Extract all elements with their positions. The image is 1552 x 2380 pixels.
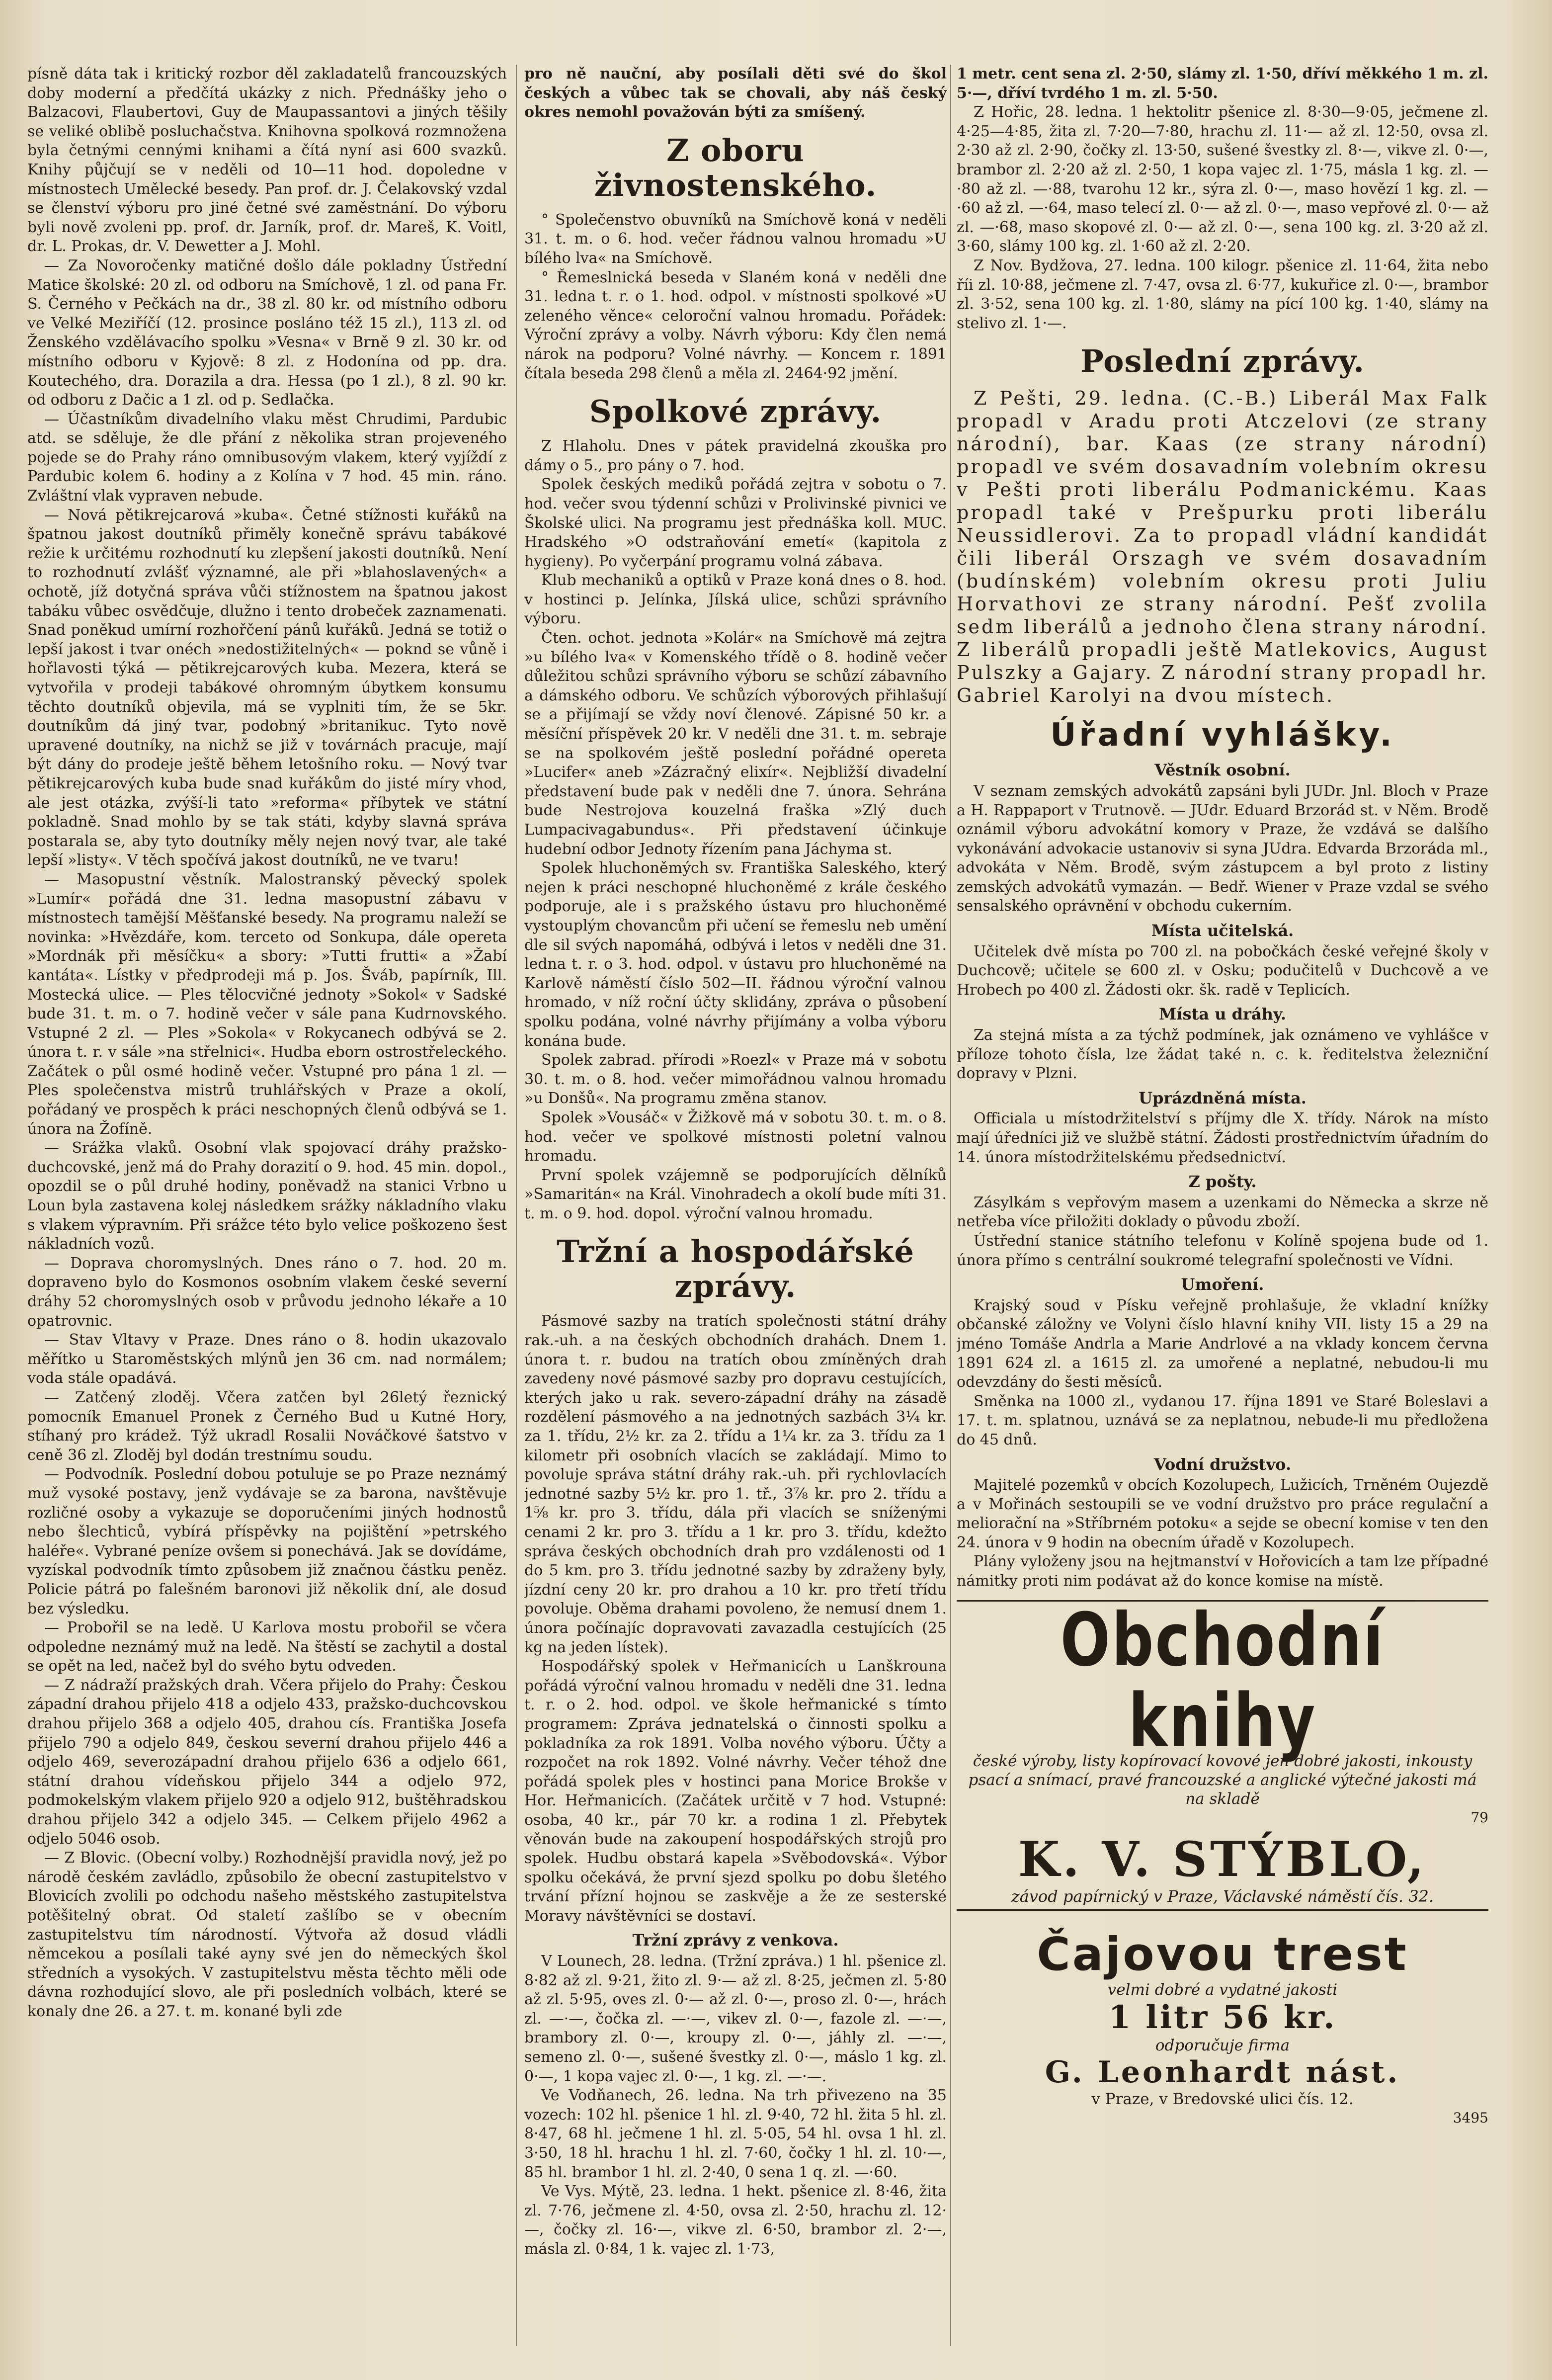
- ad-number: 79: [1470, 1809, 1488, 1826]
- article-text: — Srážka vlaků. Osobní vlak spojovací dráhy pražsko-duchcovské, jenž má do Prahy dorazití o 9. hod. 45 min. dopol., opozdil se o půl druhé hodiny, poněvadž na stanici Vrbno u Loun byla zastavena kolej následkem srážky nákladního vlaku s vlakem výpravním. Při srážce této bylo velice poškozeno šest nákladních vozů.: [27, 1139, 507, 1253]
- article-text: Pásmové sazby na tratích společnosti státní dráhy rak.-uh. a na českých obchodních drahách. Dnem 1. února t. r. budou na tratích obou zmíněných drah zavedeny nové pásmové sazby pro dopravu cestujících, kterých jako u rak. severo-západní dráhy na zásadě rozdělení pásmového a na jednotných sazbách 3¼ kr. za 1. třídu, 2½ kr. za 2. třídu a 1¼ kr. za 3. třídu za 1 kilometr při osobních vlacích se zakládají. Mimo to povoluje správa státní dráhy rak.-uh. při rychlovlacích jednotné sazby 5½ kr. pro 1. tř., 3⅞ kr. pro 2. třídu a 1⅝ kr. pro 3. třídu, dála při vlacích se sníženými cenami 2 kr. pro 3. třídu a 1 kr. pro 3. třídu, kdežto správa českých obchodních drah pro vzdálenosti od 1 do 5 km. pro 3. třídu jednotné sazby by zdraženy byly, jízdní ceny 20 kr. pro drahou a 10 kr. pro třetí třídu povoluje. Oběma drahami povoleno, že nemusí dnem 1. února počínajíc dopravovati zavazadla cestujících (25 kg na jeden lístek).: [524, 1312, 947, 1656]
- article-text: — Účastníkům divadelního vlaku měst Chrudimi, Pardubic atd. se sděluje, že dle přání z několika stran projeveného pojede se do Prahy ráno omnibusovým vlakem, který vyjíždí z Pardubic kolem 6. hodiny a z Kolína v 7 hod. 45 min. ráno. Zvláštní vlak vypraven nebude.: [27, 410, 507, 505]
- article-text: První spolek vzájemně se podporujících dělníků »Samaritán« na Král. Vinohradech a okolí bude míti 31. t. m. o 9. hod. dopol. výroční valnou hromadu.: [524, 1166, 947, 1222]
- section-heading: Tržní a hospodářské zprávy.: [556, 1233, 914, 1305]
- article-text: V Lounech, 28. ledna. (Tržní zpráva.) 1 hl. pšenice zl. 8·82 až zl. 9·21, žito zl. 9·— až zl. 8·25, ječmen zl. 5·80 až zl. 5·95, oves zl. 0·— až zl. 0·—, proso zl. 0·—, hrách zl. —·—, čočka zl. —·—, vikev zl. 0·—, fazole zl. —·—, brambory zl. 0·—, kroupy zl. 0·—, jáhly zl. —·—, semeno zl. 0·—, sušené švestky zl. 0·—, máslo 1 kg. zl. 0·—, 1 kopa vajec zl. 0·—, 1 kg. zl. —·—.: [524, 1953, 947, 2085]
- ad-price: 1 litr 56 kr.: [1108, 1998, 1337, 2036]
- article-text: Ve Vodňanech, 26. ledna. Na trh přivezeno na 35 vozech: 102 hl. pšenice 1 hl. zl. 9·40, 72 hl. žita 5 hl. zl. 8·47, 68 hl. ječmene 1 hl. zl. 5·05, 54 hl. ovsa 1 hl. zl. 3·50, 18 hl. hrachu 1 hl. zl. 7·60, čočky 1 hl. zl. 10·—, 85 hl. brambor 1 hl. zl. 2·40, 0 sena 1 q. zl. —·60.: [524, 2087, 947, 2181]
- article-text: Officiala u místodržitelství s příjmy dle X. třídy. Nárok na místo mají úředníci již ve službě státní. Žádosti prostřednictvím úřadním do 14. února místodržitelskému předsednictví.: [957, 1110, 1488, 1166]
- section-heading: Spolkové zprávy.: [589, 393, 882, 430]
- article-text: Spolek »Vousáč« v Žižkově má v sobotu 30. t. m. o 8. hod. večer ve spolkové místnosti poletní valnou hromadu.: [524, 1108, 947, 1165]
- article-text: písně dáta tak i kritický rozbor děl zakladatelů francouzských doby moderní a předčítá ukázky z nich. Přednášky jeho o Balzacovi, Flaubertovi, Guy de Maupassantovi a jiných těšily se veliké oblibě posluchačstva. Knihovna spolková rozmnožena byla četnými cennými knihami a čítá nyní asi 600 svazků. Knihy půjčují se v neděli od 10—11 hod. dopoledne v místnostech Umělecké besedy. Pan prof. dr. J. Čelakovský vzdal se členství výboru pro jiné četné své zaměstnání. Do výboru byli nově zvoleni pp. prof. dr. Jarník, prof. dr. Mareš, K. Voitl, dr. L. Prokas, dr. V. Dewetter a J. Mohl.: [27, 65, 507, 255]
- article-text: Učitelek dvě místa po 700 zl. na pobočkách české veřejné školy v Duchcově; učitele se 600 zl. v Osku; podučitelů v Duchcově a ve Hrobech po 400 zl. Žádosti okr. šk. radě v Teplicích.: [957, 942, 1488, 999]
- subsection-heading: Tržní zprávy z venkova.: [632, 1931, 839, 1950]
- subsection-heading: Místa učitelská.: [1151, 921, 1294, 940]
- article-text: Z Nov. Bydžova, 27. ledna. 100 kilogr. pšenice zl. 11·64, žita nebo říi zl. 10·88, ječmene zl. 7·47, ovsa zl. 6·77, kukuřice zl. 0·—, brambor zl. 3·52, sena 100 kg. zl. 1·80, slámy na pící 100 kg. 1·40, slámy na stelivo zl. 1·—.: [957, 256, 1488, 332]
- subsection-heading: Vodní družstvo.: [1153, 1454, 1292, 1474]
- article-text: Krajský soud v Písku veřejně prohlašuje, že vkladní knížky občanské záložny ve Volyni číslo hlavní knihy VII. listy 15 a 29 na jméno Tomáše Andrla a Marie Andrlové a na vklady koncem června 1891 624 zl. a 1615 zl. za umořené a neplatné, nebudou-li mu odevzdány do šesti měsíců.: [957, 1296, 1488, 1391]
- article-text: ° Řemeslnická beseda v Slaném koná v neděli dne 31. ledna t. r. o 1. hod. odpol. v místnosti spolkové »U zeleného věnce« celoroční valnou hromadu. Pořádek: Výroční zprávy a volby. Návrh výboru: Kdy člen nemá nárok na podporu? Volné návrhy. — Koncem r. 1891 čítala beseda 298 členů a měla zl. 2464·92 jmění.: [524, 268, 947, 382]
- article-text: Ve Vys. Mýtě, 23. ledna. 1 hekt. pšenice zl. 8·46, žita zl. 7·76, ječmene zl. 4·50, ovsa zl. 2·50, hrachu zl. 12·—, čočky zl. 16·—, vikve zl. 6·50, brambor zl. 2·—, másla zl. 0·84, 1 k. vajec zl. 1·73,: [524, 2183, 947, 2258]
- article-text: Hospodářský spolek v Heřmanicích u Lanškrouna pořádá výroční valnou hromadu v neděli dne 31. ledna t. r. o 2. hod. odpol. ve škole heřmanické s tímto programem: Zpráva jednatelská o činnosti spolku a pokladníka za rok 1891. Volba nového výboru. Účty a rozpočet na rok 1892. Volné návrhy. Večer téhož dne pořádá spolek ples v hostinci pana Morice Brokše v Hor. Heřmanicích. (Začátek určitě v 7 hod. Vstupné: osoba, 40 kr., pár 70 kr. a rodina 1 zl. Přebytek věnován bude na zakoupení hospodářských strojů pro spolek. Hudbu obstará kapela »Svěbodovská«. Výbor spolku očekává, že první sjezd spolku po dobu šletého trvání přízní hojnou se zaskvěje a že ze sesterské Moravy návštěvníci se dostaví.: [524, 1658, 947, 1925]
- ad-address: v Praze, v Bredovské ulici čís. 12.: [1091, 2090, 1354, 2108]
- column-rule: [950, 65, 951, 2346]
- article-text: Plány vyloženy jsou na hejtmanství v Hořovicích a tam lze případné námitky proti nim podávat až do konce komise na místě.: [957, 1553, 1488, 1590]
- article-text: — Podvodník. Poslední dobou potuluje se po Praze neznámý muž vysoké postavy, jenž vydávaje se za barona, navštěvuje rozličné osoby a vykazuje se doporučeními jiných hodnostů nebo šlechticů, vybírá příspěvky na pojištění »petrského haléře«. Vybrané peníze ovšem si ponechává. Jak se dovídáme, vyzískal podvodník tímto způsobem již značnou částku peněz. Policie pátrá po falešném baronovi již několik dní, ale dosud bez výsledku.: [27, 1465, 507, 1617]
- section-heading: Poslední zprávy.: [1080, 343, 1365, 380]
- article-text: Čten. ochot. jednota »Kolár« na Smíchově má zejtra »u bílého lva« v Komenského třídě o 8. hodině večer důležitou schůzi správního výboru se schůzí zábavního a dámského odboru. Ve schůzích výborových přihlašují se a přijímají se vždy noví členové. Zápisné 50 kr. a měsíční příspěvek 20 kr. V neděli dne 31. t. m. sebraje se na spolkovém ještě poslední pořádné opereta »Lucifer« aneb »Zázračný elixír«. Nejbližší divadelní představení bude pak v neděli dne 7. února. Sehrána bude Nestrojova kouzelná fraška »Zlý duch Lumpacivagabundus«. Při představení účinkuje hudební odbor Jednoty řízením pana Jáchyma st.: [524, 629, 947, 858]
- column-3: [957, 65, 1488, 2351]
- ad-text: velmi dobré a vydatné jakosti: [1107, 1980, 1338, 1999]
- article-text: Z Hořic, 28. ledna. 1 hektolitr pšenice zl. 8·30—9·05, ječmene zl. 4·25—4·85, žita zl. 7·20—7·80, hrachu zl. 11·— až zl. 12·50, ovsa zl. 2·30 až zl. 2·90, čočky zl. 13·50, sušené švestky zl. 8·—, vikve zl. 0·—, brambor zl. 2·20 až zl. 2·50, 1 kopa vajec zl. 1·75, másla 1 kg. zl. —·80 až zl. —·88, tvarohu 12 kr., sýra zl. 0·—, maso hovězí 1 kg. zl. —·60 až zl. —·64, maso telecí zl. 0·— až zl. 0·—, maso vepřové zl. 0·— až zl. —·68, maso skopové zl. 0·— až zl. 0·—, sena 100 kg. zl. 3·20 až zl. 3·60, slámy 100 kg. zl. 1·60 až zl. 2·20.: [957, 103, 1488, 255]
- article-text: Z Pešti, 29. ledna. (C.-B.) Liberál Max Falk propadl v Aradu proti Atczelovi (ze strany národní), bar. Kaas (ze strany národní) propadl ve svém dosavadním volebním okresu v Pešti proti liberálu Podmanickému. Kaas propadl také v Prešpurku proti liberálu Neussidlerovi. Za to propadl vládní kandidát čili liberál Orszagh ve svém dosavadním (budínském) volebním okresu proti Juliu Horvathovi ze strany národní. Pešť zvolila sedm liberálů a jednoho člena strany národní. Z liberálů propadli ještě Matlekovics, August Pulszky a Gajary. Z národní strany propadl hr. Gabriel Karolyi na dvou místech.: [957, 387, 1488, 707]
- article-text: Majitelé pozemků v obcích Kozolupech, Lužicích, Trněném Oujezdě a v Mořinách sestoupili se ve vodní družstvo pro práce regulační a meliorační na »Stříbrném potoku« a sejde se obecní komise v ten den 24. února v 9 hodin na obecním úřadě v Kozolupech.: [957, 1476, 1488, 1551]
- article-text: — Za Novoročenky matičné došlo dále pokladny Ústřední Matice školské: 20 zl. od odboru na Smíchově, 1 zl. od pana Fr. S. Černého v Pečkách na dr., 38 zl. 80 kr. od místního odboru ve Velké Meziříčí (12. prosince posláno též 15 zl.), 113 zl. od Ženského vzdělávacího spolku »Vesna« v Brně 9 zl. 30 kr. od místního odboru v Kyjově: 8 zl. z Hodonína od pp. dra. Koutechého, dra. Dorazila a dra. Hessa (po 1 zl.), 8 zl. 90 kr. od odboru z Dačic a 1 zl. od p. Sedlačka.: [27, 256, 507, 409]
- article-text: — Stav Vltavy v Praze. Dnes ráno o 8. hodin ukazovalo měřítko u Staroměstských mlýnů jen 36 cm. nad normálem; voda stále opadává.: [27, 1331, 507, 1387]
- advertisement-stationery: [957, 1597, 1488, 1911]
- ad-company-name: G. Leonhardt nást.: [1045, 2054, 1400, 2090]
- article-text: — Z nádraží pražských drah. Včera přijelo do Prahy: Českou západní drahou přijelo 418 a odjelo 433, pražsko-duchcovskou drahou přijelo 368 a odjelo 405, drahou cís. Františka Josefa přijelo 790 a odjelo 849, českou severní drahou přijelo 446 a odjelo 469, severozápadní drahou přijelo 636 a odjelo 661, státní drahou vídeňskou přijelo 344 a odjelo 972, podmokelským vlakem přijelo 920 a odjelo 912, buštěhradskou drahou přijelo 342 a odjelo 345. — Celkem přijelo 4962 a odjelo 5046 osob.: [27, 1676, 507, 1848]
- article-text: — Masopustní věstník. Malostranský pěvecký spolek »Lumír« pořádá dne 31. ledna masopustní zábavu v místnostech tamější Měšťanské besedy. Na programu naleží se novinka: »Hvězdáře, kom. terceto od Sonkupa, dále opereta »Mordnák při měsíčku« a sbory: »Tutti frutti« a »Žabí kantáta«. Lístky v předprodeji má p. Jos. Šváb, papírník, Ill. Mostecká ulice. — Ples tělocvičné jednoty »Sokol« v Sadské bude 31. t. m. o 7. hodině večer v sále pana Kudrnovského. Vstupné 2 zl. — Ples »Sokola« v Rokycanech odbývá se 2. února t. r. v sále »na střelnici«. Hudba eborn ostrostřeleckého. Začátek o půl osmé hodině večer. Vstupné pro pána 1 zl. — Ples společenstva mistrů truhlářských v Praze a okolí, pořádaný ve prospěch k práci neschopných členů odbývá se 1. února na Žofíně.: [27, 870, 507, 1138]
- article-text: ° Společenstvo obuvníků na Smíchově koná v neděli 31. t. m. o 6. hod. večer řádnou valnou hromadu »U bílého lva« na Smíchově.: [524, 211, 947, 267]
- ad-title: Čajovou trest: [1037, 1927, 1408, 1981]
- column-1: [27, 65, 507, 2351]
- subsection-heading: Uprázdněná místa.: [1139, 1088, 1307, 1107]
- ad-address: závod papírnický v Praze, Václavské náměstí čís. 32.: [957, 1887, 1488, 1911]
- article-text: Spolek českých mediků pořádá zejtra v sobotu o 7. hod. večer svou týdenní schůzi v Prolivinské pivnici ve Školské ulici. Na programu jest přednáška koll. MUC. Hradského »O odstraňování emetí« (kapitola z hygieny). Po vyčerpání programu volná zábava.: [524, 476, 947, 570]
- article-text: — Z Blovic. (Obecní volby.) Rozhodnější pravidla nový, jež po národě českém zavládlo, způsobilo že obecní zastupitelstvo v Blovicích zvolili po odchodu našeho městského zastupitelstva potěšitelný obrat. Od staletí zašlíbo se v obecním zastupitelstvu tím národností. Výtvořa až dosud vládli němcekou a posílali také ayny své jen do německých škol středních a vysokých. V zastupitelstvu města těchto měli ode dávna rozhodující slovo, ale při posledních volbách, které se konaly dne 26. a 27. t. m. konané byli zde: [27, 1849, 507, 2020]
- article-text: Zásylkám s vepřovým masem a uzenkami do Německa a skrze ně netřeba více přiložiti doklady o původu zboží.: [957, 1193, 1488, 1231]
- ad-title: Obchodní knihy: [1060, 1597, 1385, 1764]
- subsection-heading: Umoření.: [1181, 1275, 1264, 1294]
- article-text: — Probořil se na ledě. U Karlova mostu probořil se včera odpoledne neznámý muž na ledě. Na štěstí se zachytil a dostal se opět na led, načež byl do svého bytu odveden.: [27, 1619, 507, 1675]
- article-text: 1 metr. cent sena zl. 2·50, slámy zl. 1·50, dříví měkkého 1 m. zl. 5·—, dříví tvrdého 1 m. zl. 5·50.: [957, 65, 1488, 102]
- subsection-heading: Místa u dráhy.: [1159, 1005, 1286, 1024]
- ad-text: české výroby, listy kopírovací kovové jen dobré jakosti, inkousty psací a snímací, pravé francouzské a anglické výtečné jakosti má na skladě: [968, 1752, 1477, 1808]
- article-text: — Nová pětikrejcarová »kuba«. Četné stížnosti kuřáků na špatnou jakost doutníků přiměly konečně správu tabákové režie k určitému rozhodnutí ku zlepšení jakosti doutníků. Není to rozhodnutí zvlášť významné, ale při »blahoslavených« a ochotě, jíž dotyčná správa vůči stížnostem na špatnou jakost tabáku vůbec osvědčuje, dlužno i tento drobeček zaznamenati. Snad poněkud umírní rozhořčení pánů kuřáků. Jedná se totiž o lepší jakost i tvar onéch »nedostižitelných« — poknd se vůně i hořlavosti týká — pětikrejcarových kuba. Mezera, která se vytvořila v prodeji tabákové ohromným úbytkem konsumu těchto doutníků objevila, má se vyplniti tím, že se 5kr. doutníkům dá jiný tvar, podobný »britanikuc. Tyto nově upravené doutníky, na nichž se již v továrnách pracuje, mají být dány do prodeje ještě během letošního roku. — Nový tvar pětikrejcarových kuba bude snad kuřákům do jisté míry vhod, ale jest otázka, zvýší-li tato »reforma« příbytek ve státní pokladně. Snad mohlo by se tak státi, kdyby slavná správa postarala se, aby tyto doutníky měly nejen nový tvar, ale také lepší »listy«. V těch spočívá jakost doutníků, ne ve tvaru!: [27, 506, 507, 869]
- article-text: V seznam zemských advokátů zapsáni byli JUDr. Jnl. Bloch v Praze a H. Rappaport v Trutnově. — JUdr. Eduard Brzorád st. v Něm. Brodě oznámil výboru advokátní komory v Praze, že vzdává se dalšího vykonávání advokacie ustanoviv si syna JUdra. Edvarda Brzoráda ml., advokáta v Něm. Brodě, svým zástupcem a byl proto z listiny zemských advokátů vymazán. — Bedř. Wiener v Praze vzdal se svého sensalského oprávnění v obchodu cukerním.: [957, 782, 1488, 915]
- subsection-heading: Z pošty.: [1188, 1172, 1257, 1191]
- ad-number: 3495: [1453, 2109, 1488, 2126]
- section-heading: Úřadní vyhlášky.: [1050, 717, 1395, 754]
- article-text: — Zatčený zloděj. Včera zatčen byl 26letý řeznický pomocník Emanuel Pronek z Černého Bud u Kutné Hory, stíhaný pro krádež. Týž ukradl Rosalii Nováčkové šatstvo v ceně 36 zl. Zloděj byl dodán trestnímu soudu.: [27, 1388, 507, 1464]
- article-text: Klub mechaniků a optiků v Praze koná dnes o 8. hod. v hostinci p. Jelínka, Jílská ulice, schůzi správního výboru.: [524, 572, 947, 628]
- article-text: Ústřední stanice státního telefonu v Kolíně spojena bude od 1. února přímo s centrální soukromé telegrafní společnosti ve Vídni.: [957, 1232, 1488, 1269]
- article-text: Spolek hluchoněmých sv. Františka Saleského, který nejen k práci neschopné hluchoněmé z krále českého podporuje, ale i s pražského ústavu pro hluchoněmé vystouplým chovancům při učení se řemeslu neb umění dle sil svých napomáhá, odbývá i letos v neděli dne 31. ledna t. r. o 3. hod. odpol. v ústavu pro hluchoněmé na Karlově náměstí číslo 502—II. řádnou výroční valnou hromado, v níž roční účty sklidány, zpráva o působení spolku podána, volné návrhy přijímány a volba výboru konána bude.: [524, 859, 947, 1050]
- section-heading: Z oboru živnostenského.: [594, 132, 877, 203]
- column-rule: [516, 65, 517, 2346]
- article-text: Směnka na 1000 zl., vydanou 17. října 1891 ve Staré Boleslavi a 17. t. m. splatnou, uznává se za neplatnou, nebude-li mu předložena do 45 dnů.: [957, 1392, 1488, 1448]
- article-text: Spolek zabrad. přírodi »Roezl« v Praze má v sobotu 30. t. m. o 8. hod. večer mimořádnou valnou hromadu »u Donšů«. Na programu změna stanov.: [524, 1051, 947, 1107]
- ad-text: odporučuje firma: [1155, 2036, 1290, 2054]
- ad-company-name: K. V. STÝBLO,: [1018, 1831, 1427, 1888]
- advertisement-tea: [957, 1920, 1488, 2128]
- subsection-heading: Věstník osobní.: [1154, 761, 1291, 780]
- article-text: Z Hlaholu. Dnes v pátek pravidelná zkouška pro dámy o 5., pro pány o 7. hod.: [524, 437, 947, 474]
- article-text: pro ně nauční, aby posílali děti své do škol českých a vůbec tak se chovali, aby náš český okres nemohl považován býti za smíšený.: [524, 65, 947, 121]
- column-2: [524, 65, 947, 2351]
- article-text: Za stejná místa a za týchž podmínek, jak oznámeno ve vyhlášce v příloze tohoto čísla, lze žádat také n. c. k. ředitelstva železniční dopravy v Plzni.: [957, 1026, 1488, 1083]
- article-text: — Doprava choromyslných. Dnes ráno o 7. hod. 20 m. dopraveno bylo do Kosmonos osobním vlakem české severní dráhy 52 choromyslných osob v průvodu jednoho lékaře a 10 opatrovnic.: [27, 1254, 507, 1330]
